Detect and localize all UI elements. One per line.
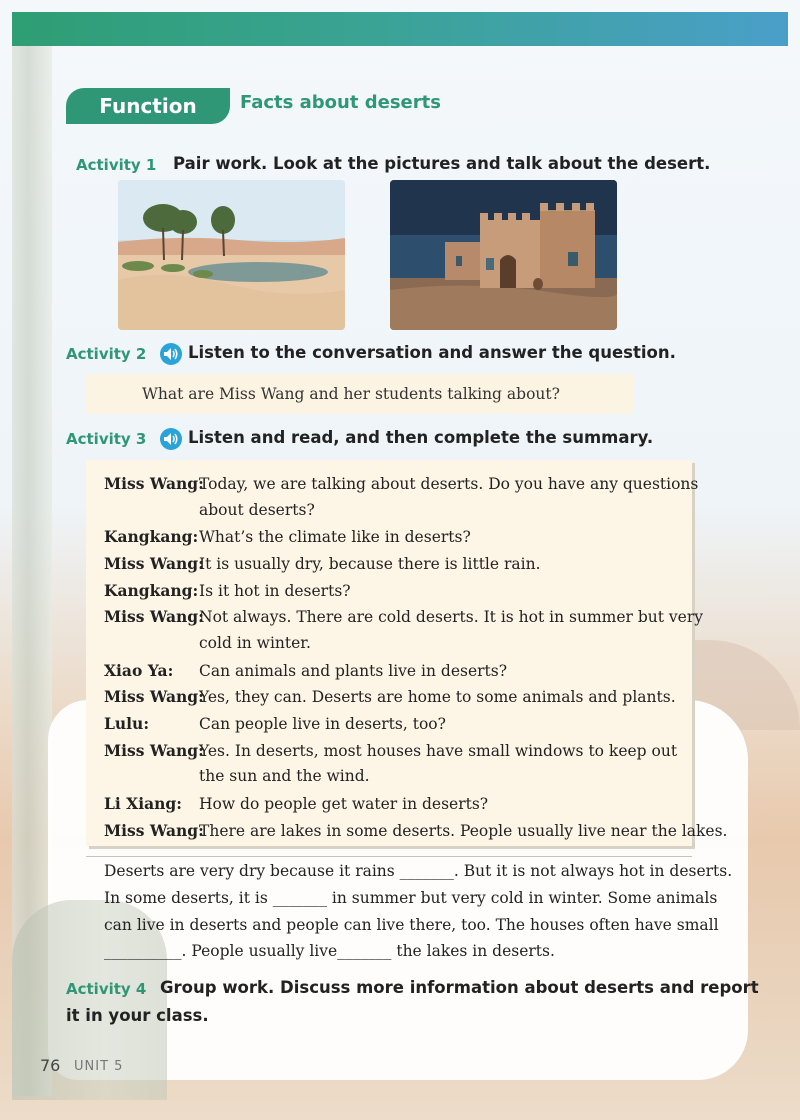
activity-2-instruction: Listen to the conversation and answer the question.: [188, 343, 676, 362]
audio-speaker-icon[interactable]: [160, 343, 182, 365]
dialogue-line: Miss Wang:Yes. In deserts, most houses have small windows to keep out: [104, 741, 678, 760]
activity-4-instruction: Group work. Discuss more information about deserts and report: [160, 978, 759, 997]
desert-house-photo: [390, 180, 617, 330]
dialogue-line: Miss Wang:Today, we are talking about deserts. Do you have any questions: [104, 474, 699, 493]
summary-line: Deserts are very dry because it rains _______. But it is not always hot in deserts.: [104, 862, 733, 880]
activity-3-label: Activity 3: [66, 430, 147, 448]
summary-line: __________. People usually live_______ the lakes in deserts.: [104, 942, 555, 960]
dialogue-line-cont: the sun and the wind.: [199, 767, 370, 785]
dialogue-line: Li Xiang: How do people get water in deserts?: [104, 794, 489, 813]
activity-3-instruction: Listen and read, and then complete the summary.: [188, 428, 654, 447]
dialogue-line: Miss Wang:Yes, they can. Deserts are home to some animals and plants.: [104, 687, 676, 706]
dialogue-line: Lulu: Can people live in deserts, too?: [104, 714, 446, 733]
activity-4-label: Activity 4: [66, 980, 147, 998]
desert-oasis-photo: [118, 180, 345, 330]
dialogue-line: Kangkang:Is it hot in deserts?: [104, 581, 351, 600]
top-color-bar: [12, 12, 788, 46]
function-tab: Function: [66, 88, 230, 124]
dialogue-box: [86, 460, 728, 846]
activity-1-instruction: Pair work. Look at the pictures and talk about the desert.: [173, 154, 711, 173]
dialogue-line: Miss Wang:Not always. There are cold deserts. It is hot in summer but very: [104, 607, 704, 626]
section-title: Facts about deserts: [240, 92, 441, 113]
dialogue-line: Xiao Ya: Can animals and plants live in deserts?: [104, 661, 508, 680]
summary-line: In some deserts, it is _______ in summer but very cold in winter. Some animals: [104, 889, 718, 907]
activity-4-instruction-cont: it in your class.: [66, 1006, 209, 1025]
question-text: What are Miss Wang and her students talking about?: [142, 385, 560, 403]
summary-divider: [86, 856, 692, 857]
activity-2-label: Activity 2: [66, 345, 147, 363]
dialogue-line: Miss Wang:It is usually dry, because there is little rain.: [104, 554, 541, 573]
dialogue-line-cont: cold in winter.: [199, 634, 311, 652]
dialogue-line: Miss Wang:There are lakes in some deserts. People usually live near the lakes.: [104, 821, 728, 840]
dialogue-line-cont: about deserts?: [199, 501, 315, 519]
page-number: 76: [40, 1056, 61, 1075]
dialogue-line: Kangkang:What’s the climate like in deserts?: [104, 527, 471, 546]
activity-1-label: Activity 1: [76, 156, 157, 174]
summary-line: can live in deserts and people can live there, too. The houses often have small: [104, 916, 719, 934]
question-box: [86, 374, 634, 414]
unit-label: UNIT 5: [74, 1059, 124, 1074]
audio-speaker-icon[interactable]: [160, 428, 182, 450]
